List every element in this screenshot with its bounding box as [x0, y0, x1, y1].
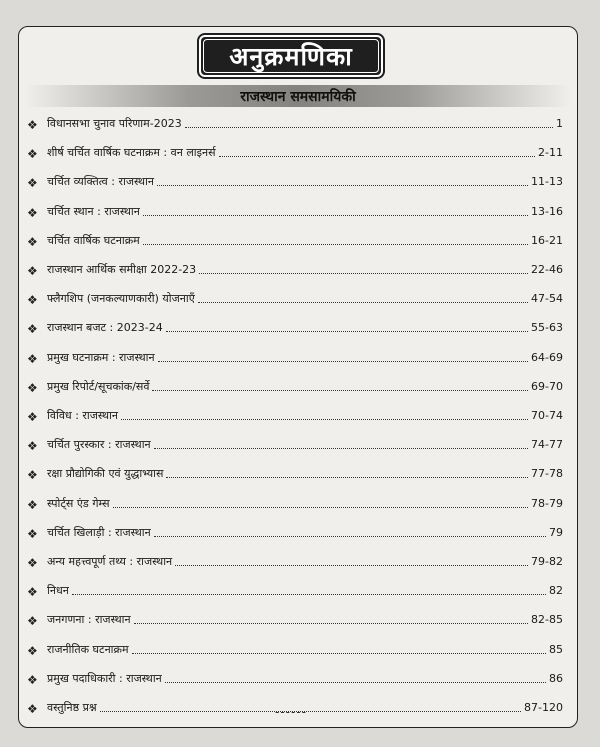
toc-entry-page: 86 [549, 671, 563, 685]
section-header [25, 85, 571, 107]
toc-entry-line [47, 146, 563, 160]
toc-entry-line [47, 321, 563, 335]
toc-leader-dots [113, 506, 529, 508]
toc-entry-line [47, 263, 563, 277]
toc-entry [19, 670, 577, 692]
toc-entry-page: 47-54 [531, 292, 563, 306]
toc-entry-line [47, 672, 563, 686]
diamond-bullet-icon: ❖ [27, 585, 38, 600]
toc-entry [19, 495, 577, 517]
toc-entry-page: 70-74 [531, 409, 563, 422]
toc-entry-page: 16-21 [531, 233, 563, 247]
toc-leader-dots [158, 360, 528, 362]
toc-leader-dots [143, 214, 528, 216]
toc-entry [19, 319, 577, 341]
diamond-bullet-icon: ❖ [27, 380, 38, 395]
toc-entry-page: 2-11 [538, 146, 563, 160]
page-title [199, 35, 383, 77]
toc-entry-label: राजनीतिक घटनाक्रम [47, 642, 129, 656]
diamond-bullet-icon: ❖ [27, 702, 38, 716]
diamond-bullet-icon: ❖ [27, 497, 38, 512]
toc-entry [19, 290, 577, 312]
toc-leader-dots [166, 476, 528, 478]
toc-entry-page: 79-82 [531, 555, 563, 568]
diamond-bullet-icon: ❖ [27, 556, 38, 570]
toc-entry [19, 641, 577, 663]
toc-entry-page: 78-79 [531, 496, 563, 510]
toc-entry [19, 465, 577, 487]
toc-entry-label: जनगणना : राजस्थान [47, 613, 131, 627]
toc-entry [19, 203, 577, 225]
diamond-bullet-icon: ❖ [27, 176, 38, 191]
toc-leader-dots [132, 652, 546, 654]
diamond-bullet-icon: ❖ [27, 614, 38, 629]
toc-entry-label: राजस्थान आर्थिक समीक्षा 2022-23 [47, 263, 197, 276]
toc-entry-page: 82-85 [531, 613, 563, 627]
diamond-bullet-icon: ❖ [27, 293, 38, 308]
document-page [18, 26, 578, 728]
toc-leader-dots [175, 564, 528, 566]
toc-entry-page: 85 [549, 642, 563, 656]
toc-entry-line [47, 205, 563, 219]
toc-entry-line [47, 292, 563, 306]
toc-leader-dots [121, 418, 528, 420]
toc-entry-label: चर्चित खिलाड़ी : राजस्थान [47, 525, 151, 539]
toc-entry-line [47, 409, 563, 423]
diamond-bullet-icon: ❖ [27, 147, 38, 162]
toc-entry-page: 64-69 [531, 350, 563, 364]
diamond-bullet-icon: ❖ [27, 351, 38, 366]
toc-entry-line [47, 643, 563, 657]
toc-entry [19, 582, 577, 604]
toc-entry-page: 87-120 [524, 701, 563, 714]
toc-leader-dots [152, 389, 528, 391]
toc-entry-label: विविध : राजस्थान [47, 409, 118, 422]
toc-leader-dots [198, 301, 528, 303]
diamond-bullet-icon: ❖ [27, 118, 38, 132]
toc-entry-line [47, 351, 563, 365]
toc-entry-label: प्रमुख पदाधिकारी : राजस्थान [47, 671, 162, 685]
toc-entry-page: 55-63 [531, 321, 563, 335]
toc-leader-dots [72, 593, 546, 595]
toc-entry-label: अन्य महत्त्वपूर्ण तथ्य : राजस्थान [47, 555, 173, 568]
toc-entry-line [47, 234, 563, 248]
toc-leader-dots [134, 622, 528, 624]
toc-entry [19, 115, 577, 137]
diamond-bullet-icon: ❖ [27, 439, 38, 454]
toc-entry-page: 1 [556, 117, 563, 130]
toc-entry-label: शीर्ष चर्चित वार्षिक घटनाक्रम : वन लाइनर्स [47, 146, 216, 160]
toc-entry-page: 22-46 [531, 263, 563, 276]
toc-entry [19, 436, 577, 458]
toc-entry-label: चर्चित व्यक्तित्व : राजस्थान [47, 175, 155, 189]
toc-entry-label: प्रमुख घटनाक्रम : राजस्थान [47, 350, 155, 364]
toc-entry-label: चर्चित वार्षिक घटनाक्रम [47, 233, 140, 247]
diamond-bullet-icon: ❖ [27, 643, 38, 658]
toc-entry-label: स्पोर्ट्स एंड गेम्स [47, 496, 110, 510]
diamond-bullet-icon: ❖ [27, 234, 38, 249]
toc-entry-label: निधन [47, 584, 69, 598]
diamond-bullet-icon: ❖ [27, 264, 38, 278]
toc-entry [19, 261, 577, 283]
toc-entry-label: चर्चित पुरस्कार : राजस्थान [47, 438, 151, 452]
toc-entry-page: 74-77 [531, 438, 563, 452]
toc-entry-page: 82 [549, 584, 563, 598]
toc-entry-page: 77-78 [531, 467, 563, 481]
toc-entry [19, 611, 577, 633]
page-title-text: अनुक्रमणिका [229, 42, 353, 71]
toc-leader-dots [199, 272, 528, 274]
diamond-bullet-icon: ❖ [27, 410, 38, 424]
toc-entry-line [47, 438, 563, 452]
toc-entry-label: चर्चित स्थान : राजस्थान [47, 204, 140, 218]
toc-leader-dots [185, 126, 553, 128]
toc-entry [19, 349, 577, 371]
toc-leader-dots [154, 535, 546, 537]
toc-entry [19, 232, 577, 254]
toc-entry-page: 13-16 [531, 204, 563, 218]
toc-entry-label: रक्षा प्रौद्योगिकी एवं युद्धाभ्यास [47, 467, 164, 481]
diamond-bullet-icon: ❖ [27, 672, 38, 687]
toc-entry-label: फ्लैगशिप (जनकल्याणकारी) योजनाएँ [47, 292, 195, 306]
toc-entry [19, 378, 577, 400]
toc-entry-line [47, 555, 563, 569]
toc-entry-line [47, 117, 563, 131]
diamond-bullet-icon: ❖ [27, 322, 38, 337]
toc-entry-line [47, 613, 563, 627]
toc-entry-page: 69-70 [531, 379, 563, 393]
diamond-bullet-icon: ❖ [27, 205, 38, 220]
toc-leader-dots [100, 710, 521, 712]
toc-leader-dots [166, 330, 528, 332]
toc-entry-line [47, 584, 563, 598]
toc-entry-line [47, 380, 563, 394]
toc-leader-dots [219, 155, 535, 157]
section-header-text: राजस्थान समसामयिकी [240, 88, 356, 105]
toc-leader-dots [165, 681, 546, 683]
toc-entry-line [47, 175, 563, 189]
diamond-bullet-icon: ❖ [27, 526, 38, 541]
end-mark: ------ [275, 705, 307, 719]
toc-entry-line [47, 497, 563, 511]
toc-entry-line [47, 467, 563, 481]
toc-entry-line [47, 526, 563, 540]
toc-leader-dots [157, 184, 528, 186]
toc-leader-dots [143, 243, 528, 245]
toc-entry-label: प्रमुख रिपोर्ट/सूचकांक/सर्वे [47, 379, 150, 393]
toc-entry-label: राजस्थान बजट : 2023-24 [47, 321, 163, 335]
toc-entry [19, 524, 577, 546]
toc-entry-label: विधानसभा चुनाव परिणाम-2023 [47, 117, 182, 130]
toc-leader-dots [154, 447, 528, 449]
toc-entry [19, 173, 577, 195]
toc-entry [19, 144, 577, 166]
toc-entry [19, 553, 577, 575]
toc-entry-page: 11-13 [531, 175, 563, 189]
toc-entry-page: 79 [549, 525, 563, 539]
toc-entry-label: वस्तुनिष्ठ प्रश्न [47, 701, 97, 714]
diamond-bullet-icon: ❖ [27, 468, 38, 483]
toc-entry [19, 407, 577, 429]
